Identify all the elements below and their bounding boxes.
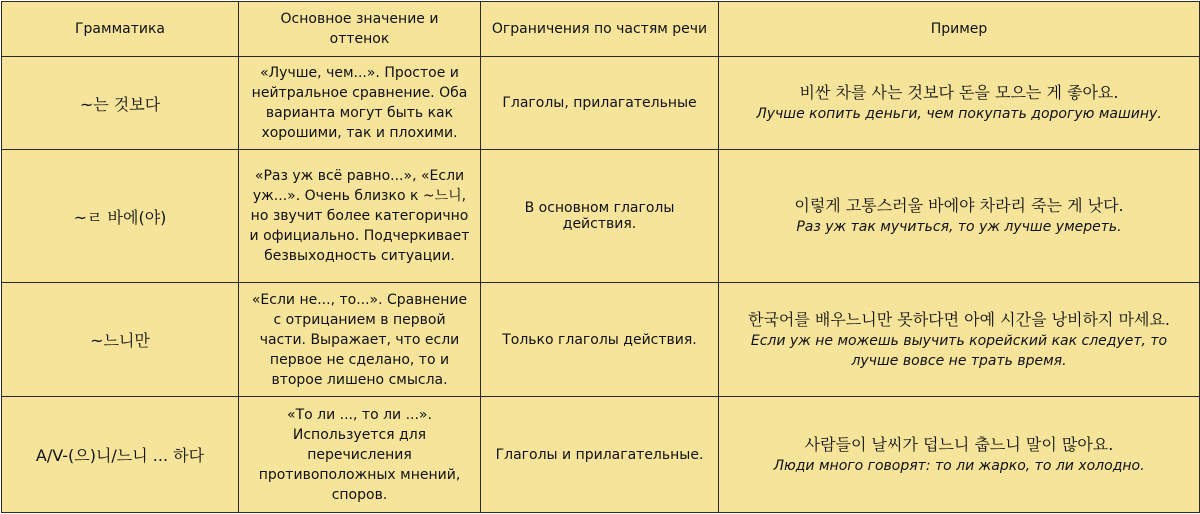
header-row [2,2,1200,57]
grammar-cell: ~ㄹ 바에(야) [2,150,239,283]
meaning-cell: «То ли ..., то ли ...». Используется для перечисления противоположных мнений, споров. [239,397,481,513]
header-meaning: Основное значение и оттенок [239,2,481,57]
restrictions-cell: Глаголы и прилагательные. [481,397,719,513]
grammar-cell: A/V-(으)니/느니 ... 하다 [2,397,239,513]
meaning-cell: «Если не..., то...». Сравнение с отрицанием в первой части. Выражает, что если первое не сделано, то и второе лишено смысла. [239,283,481,397]
example-translation: Раз уж так мучиться, то уж лучше умереть. [796,219,1122,235]
restrictions-cell: Только глаголы действия. [481,283,719,397]
example-korean: 비싼 차를 사는 것보다 돈을 모으는 게 좋아요. [799,83,1119,102]
table-row [2,150,1200,283]
header-example: Пример [719,2,1200,57]
table-row [2,397,1200,513]
restrictions-cell: В основном глаголы действия. [481,150,719,283]
example-korean: 이렇게 고통스러울 바에야 차라리 죽는 게 낫다. [794,196,1124,215]
grammar-cell: ~는 것보다 [2,57,239,150]
restrictions-cell: Глаголы, прилагательные [481,57,719,150]
header-restrictions: Ограничения по частям речи [481,2,719,57]
grammar-table [1,1,1200,513]
example-translation: Лучше копить деньги, чем покупать дорогую машину. [756,106,1162,122]
example-translation: Люди много говорят: то ли жарко, то ли холодно. [773,457,1145,474]
example-cell [719,150,1200,283]
example-cell [719,57,1200,150]
example-translation: Если уж не можешь выучить корейский как следует, то лучше вовсе не трать время. [750,332,1168,369]
header-grammar: Грамматика [2,2,239,57]
meaning-cell: «Лучше, чем...». Простое и нейтральное сравнение. Оба варианта могут быть как хорошими, так и плохими. [239,57,481,150]
grammar-cell: ~느니만 [2,283,239,397]
example-korean: 사람들이 날씨가 덥느니 춥느니 말이 많아요. [804,434,1114,454]
table-row [2,57,1200,150]
example-cell [719,283,1200,397]
table-row [2,283,1200,397]
example-korean: 한국어를 배우느니만 못하다면 아예 시간을 낭비하지 마세요. [747,309,1170,329]
meaning-cell: «Раз уж всё равно...», «Если уж...». Очень близко к ~느니, но звучит более категорично и официально. Подчеркивает безвыходность ситуации. [239,150,481,283]
example-cell [719,397,1200,513]
